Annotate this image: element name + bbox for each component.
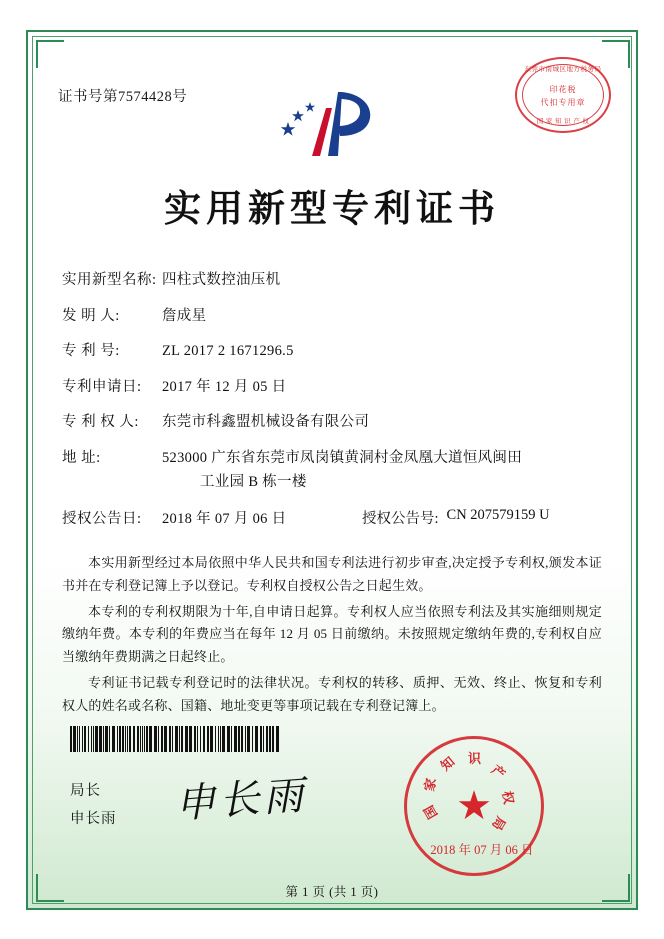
field-value: 2017 年 12 月 05 日 (162, 378, 287, 395)
seal-char: 产 (488, 761, 509, 782)
grant-date-label: 授权公告日: (62, 511, 142, 528)
patent-office-logo-icon (276, 86, 386, 164)
field-row-utility-model-name (62, 270, 602, 291)
seal-char: 知 (437, 753, 458, 774)
grant-number-label: 授权公告号: (362, 511, 439, 528)
seal-char: 局 (489, 814, 509, 833)
field-label: 地 址: (62, 449, 101, 466)
signature-name: 申长雨 (70, 810, 117, 827)
stamp-line1-text: 印花税 (549, 85, 577, 94)
field-row-address (62, 448, 602, 493)
field-value: 东莞市科鑫盟机械设备有限公司 (162, 414, 370, 431)
field-value: 詹成星 (162, 307, 207, 324)
grant-date-value: 2018 年 07 月 06 日 (162, 511, 287, 528)
seal-char: 权 (499, 789, 517, 806)
stamp-arc-bottom-text: 国 家 知 识 产 权 (536, 118, 590, 125)
field-value: ZL 2017 2 1671296.5 (162, 343, 294, 360)
tax-stamp-icon (515, 57, 611, 133)
seal-char: 国 (420, 802, 441, 822)
corner-ornament-top-left (36, 40, 64, 68)
paragraph-1: 本实用新型经过本局依照中华人民共和国专利法进行初步审查,决定授予专利权,颁发本证书并在专利登记簿上予以登记。专利权自授权公告之日起生效。 (62, 555, 602, 593)
grant-date-group (62, 507, 362, 528)
field-row-application-date (62, 377, 602, 398)
field-label: 实用新型名称: (62, 272, 157, 288)
address-line-2: 工业园 B 栋一楼 (200, 473, 307, 490)
seal-char: 家 (421, 777, 439, 793)
field-label: 专 利 号: (62, 343, 120, 360)
field-label: 发 明 人: (62, 307, 120, 324)
stamp-arc-top-text: 东莞市南城区地方税务局 (524, 66, 602, 73)
stamp-line2-text: 代扣专用章 (540, 98, 586, 107)
paragraph-2: 本专利的专利权期限为十年,自申请日起算。专利权人应当依照专利法及其实施细则规定缴纳年费。本专利的年费应当在每年 12 月 05 日前缴纳。未按照规定缴纳年费的,专利权自应当缴纳年费期满之日起终止。 (62, 603, 602, 664)
grant-number-group (362, 507, 550, 528)
barcode (70, 726, 300, 752)
field-row-patentee (62, 412, 602, 433)
address-line-1: 523000 广东省东莞市凤岗镇黄洞村金凤凰大道恒风闽田 (162, 449, 523, 466)
signature-title: 局长 (70, 783, 101, 799)
field-value-address (162, 448, 602, 493)
page-footer: 第 1 页 (共 1 页) (285, 885, 379, 899)
grant-number-value: CN 207579159 U (446, 507, 550, 524)
field-row-grant-announcement (62, 507, 602, 528)
field-label: 专利申请日: (62, 378, 142, 395)
seal-star-icon: ★ (456, 783, 492, 828)
paragraph-3: 专利证书记载专利登记时的法律状况。专利权的转移、质押、无效、终止、恢复和专利权人的姓名或名称、国籍、地址变更等事项记载在专利登记簿上。 (62, 674, 602, 713)
field-label: 专 利 权 人: (62, 414, 139, 431)
fields-list (62, 270, 602, 542)
seal-date: 2018 年 07 月 06 日 (430, 843, 534, 857)
signature-handwriting: 申长雨 (173, 772, 309, 828)
legal-text-block (62, 552, 602, 720)
certificate-number: 证书号第7574428号 (58, 89, 188, 105)
signature-block (70, 778, 117, 833)
field-row-inventor (62, 306, 602, 327)
seal-char: 识 (468, 751, 482, 766)
page-title: 实用新型专利证书 (164, 189, 500, 230)
field-row-patent-number (62, 341, 602, 362)
field-value: 四柱式数控油压机 (162, 272, 281, 288)
